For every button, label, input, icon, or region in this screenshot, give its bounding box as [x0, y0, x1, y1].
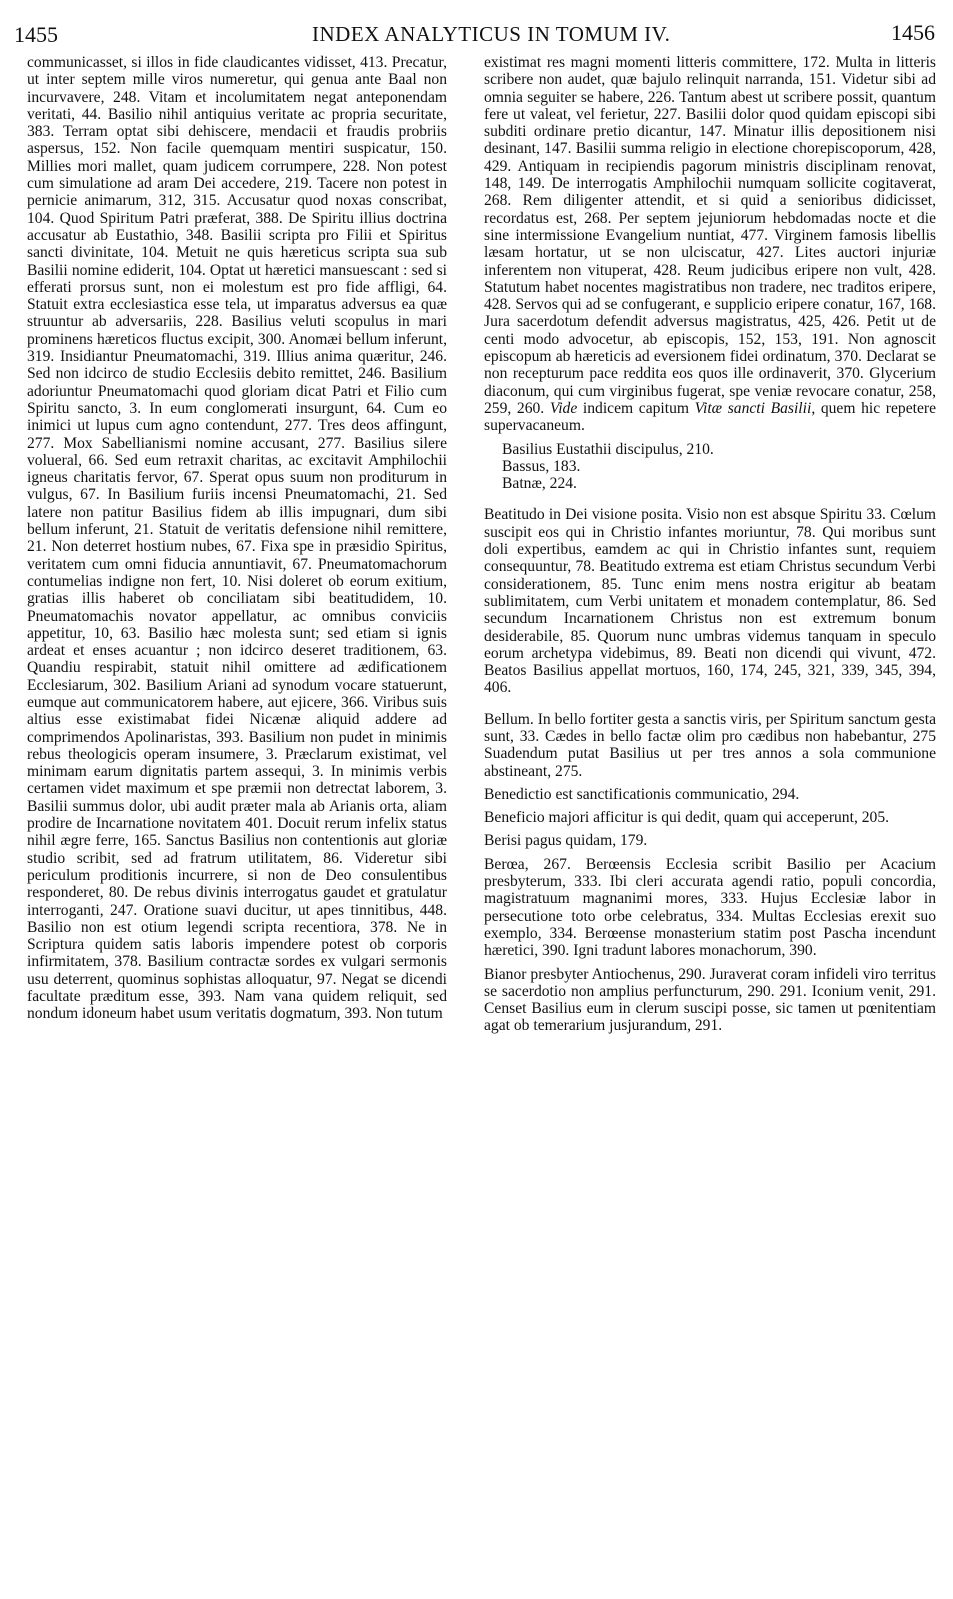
index-entry-continuation: [484, 54, 936, 435]
right-column: [484, 54, 936, 1041]
index-subentry: Batnæ, 224.: [502, 475, 577, 493]
running-header: [0, 18, 953, 48]
index-entry-bellum: Bellum. In bello fortiter gesta a sanctis viris, per Spiritum sanctum gesta sunt, 33. Cædes in bello factæ olim pro cædibus non habebantur, 275 Suadendum putat Basilius ut per tres annos a sola communione abstineant, 275.: [484, 710, 936, 780]
spacer: [484, 498, 936, 506]
index-entry-beneficio: Beneficio majori afficitur is qui dedit, quam qui acceperunt, 205.: [484, 809, 890, 827]
running-title: INDEX ANALYTICUS IN TOMUM IV.: [312, 22, 671, 46]
entry-italic-title: Vitæ sancti Basilii: [694, 399, 812, 417]
entry-text: existimat res magni momenti litteris committere, 172. Multa in litteris scribere non audet, quæ bajulo relinquit narranda, 151. Videtur sibi ad omnia seguiter se habere, 226. Tantum abest ut scribere possit, quantum fere ut valeat, vel ferietur, 227. Basilii dolor quod quidam episcopi sibi subditi ordinare pretio dicantur, 147. Minatur illis depositionem nisi desinant, 147. Basilii summa religio in electione chorepiscoporum, 428, 429. Antiquam in recipiendis pagorum ministris disciplinam renovat, 148, 149. De interrogatis Amphilochii numquam sollicite cogitaverat, 268. Rem diligenter attendit, et si quid a senioribus didicisset, recordatus est, 268. Per septem jejuniorum hebdomadas nocte et die sine intermissione Evangelium nuntiat, 477. Virginem famosis libellis læsam hortatur, ut se non ulciscatur, 427. Lites auctori injuriæ inferentem non vituperat, 428. Reum judicibus eripere non vult, 428. Statutum habet nocentes magistratibus non tradere, nec traditos eripere, 428. Servos qui ad se confugerant, e supplicio eripere conatur, 167, 168. Jura sacerdotum defendit adversus magistratus, 425, 426. Petit ut de centi modo advocetur, ab episcopis, 152, 153, 191. Non agnoscit episcopum ab hæreticis ad eversionem fidei ordinatum, 370. Declarat se non recepturum pace reddita eos quos ille ordinaverit, 370. Glycerium diaconum, qui cum virginibus fugerat, spe veniæ revocare conatur, 258, 259, 260.: [484, 54, 936, 417]
index-subentry: Basilius Eustathii discipulus, 210.: [502, 440, 714, 458]
spacer: [484, 703, 936, 711]
index-entry-berisi: Berisi pagus quidam, 179.: [484, 832, 648, 850]
index-entry-beroea: Berœa, 267. Berœensis Ecclesia scribit Basilio per Acacium presbyterum, 333. Ibi cleri accurata agendi ratio, populi concordia, magistratuum magnanimi mores, 333. Hujus Ecclesiæ labor in persecutione toto orbe celebratus, 334. Multas Ecclesias erexit suo exemplo, 334. Berœense monasterium statim post Pascha incendunt hæretici, 390. Igni tradunt labores monachorum, 390.: [484, 855, 936, 960]
entry-text: indicem capitum: [577, 399, 695, 417]
index-entry-bianor: Bianor presbyter Antiochenus, 290. Juraverat coram infideli viro territus se sacerdotio non amplius perfuncturum, 290. 291. Iconium venit, 291. Censet Basilius eum in clerum suscipi posse, sic tamen ut pœnitentiam agat ob temerarium jusjurandum, 291.: [484, 965, 936, 1035]
index-entry-beatitudo: Beatitudo in Dei visione posita. Visio non est absque Spiritu 33. Cœlum suscipit eos qui in Christio infantes moriuntur, 78. Qui moribus sunt doli expertibus, eamdem ac qui in Christio infantes sunt, requiem consequuntur, 78. Beatitudo extrema est etiam Christus secundum Verbi considerationem, 85. Tunc enim mens nostra erigitur ab beatam sublimitatem, cum Verbi unitatem et monadem contemplatur, 86. Sed secundum Incarnationem Christus non est extremum bonum desiderabile, 85. Quorum nunc umbras videmus tanquam in speculo eorum archetypa videbimus, 89. Beati non dicendi qui vivunt, 472. Beatos Basilius appellat mortuos, 160, 174, 245, 321, 339, 345, 394, 406.: [484, 506, 936, 697]
index-subentry: Bassus, 183.: [502, 457, 581, 475]
left-column: [27, 54, 447, 1029]
entry-italic-vide: Vide: [549, 399, 578, 417]
entry-text: , quem hic repetere supervacaneum.: [484, 399, 936, 435]
page-number-left: 1455: [14, 22, 58, 47]
index-entry-continuation: communicasset, si illos in fide claudicantes vidisset, 413. Precatur, ut inter septem mille viros numeretur, qui genua ante Baal non incurvavere, 248. Vitam et incolumitatem negat anteponendam veritati, 44. Basilio nihil antiquius veritate ac propria securitate, 383. Terram optat sibi dehiscere, mendacii et fraudis probriis aspersus, 152. Non facile quemquam mentiri suspicatur, 150. Millies mori mallet, quam judicem corrumpere, 228. Non potest cum simulatione ad aram Dei accedere, 219. Tacere non potest in pernicie animarum, 312, 315. Accusatur quod noxas conscribat, 104. Quod Spiritum Patri præferat, 388. De Spiritu illius doctrina accusatur ab Eustathio, 348. Basilii scripta pro Filii et Spiritus sancti divinitate, 104. Metuit ne quis hæreticus scripta sua sub Basilii nomine ediderit, 104. Optat ut hæretici mansuescant : sed si efferati prorsus sunt, non ei molestum est pro fide affligi, 64. Statuit extra ecclesiastica esse tela, ut imparatus adversus ea quæ struuntur ab adversariis, 228. Basilius veluti scopulus in mari prominens hæreticos fluctus excipit, 300. Anomæi bellum inferunt, 319. Insidiantur Pneumatomachi, 319. Illius anima quæritur, 246. Sed non idcirco de studio Ecclesiis debito remittet, 246. Basilium adoriuntur Pneumatomachi quod gloriam dicat Patri et Filio cum Spiritu sancto, 3. In eum conglomerati insurgunt, 64. Cum eo inimici ut lupus cum agno contendunt, 277. Tres deos affingunt, 277. Mox Sabellianismi nomine accusant, 277. Basilius silere volueral, 66. Sed eum retraxit charitas, ac excitavit Amphilochii igneus charitatis fervor, 67. Sperat opus suum non proditurum in vulgus, 67. In Basilium furiis incensi Pneumatomachi, 21. Sed latere non patitur Basilius fidem ab illis impugnari, dum sibi bellum inferunt, 21. Statuit de veritatis defensione nihil remittere, 21. Non deterret hostium nubes, 67. Fixa spe in præsidio Spiritus, veritatem cum omni fiducia annuntiavit, 67. Pneumatomachorum contumelias indigne non fert, 10. Nisi doleret ob eorum exitium, gratias illis haberet ob conciliatam sibi beatitudidem, 10. Pneumatomachis novator appellatur, ac omnibus conviciis appetitur, 10, 63. Basilio hæc molesta sunt; sed etiam si ignis ardeat et enses acuantur ; non idcirco deseret traditionem, 63. Quandiu respirabit, statuit nihil omittere ad ædificationem Ecclesiarum, 302. Basilium Ariani ad synodum vocare statuerunt, eumque aut communicatorem habere, aut ejicere, 366. Viribus suis altius esse existimabat fidei Nicænæ aliquid addere ad comprimendos Apolinaristas, 393. Basilium non pudet in minimis rebus theologicis operam insumere, 3. Præclarum existimat, vel minimam earum dignitatis partem assequi, 3. In minimis verbis certamen videt maximum et spe præmii non detrectat laborem, 3. Basilii summus dolor, ubi audit præter mala ab Arianis orta, aliam prodire de Incarnatione novitatem 401. Docuit rerum infelix status nihil ægre ferre, 165. Sanctus Basilius non contentionis aut gloriæ studio scribit, sed ad fratrum utilitatem, 86. Videretur sibi periculum proditionis incurrere, si non de Deo consulentibus responderet, 80. De rebus divinis interrogatus gaudet et gratulatur interroganti, 247. Oratione suavi ducitur, ut apes tinnitibus, 448. Basilio non est otium legendi scripta recentiora, 378. Ne in Scriptura quidem satis laboris impendere potest ob corporis infirmitatem, 378. Basilium contractæ sordes ex vulgari sermonis usu deterrent, quominus sophistas alloquatur, 97. Negat se dicendi facultate præditum esse, 393. Nam vana quidem reliquit, sed nondum idoneum habet usum veritatis dogmatum, 393. Non tutum: [27, 54, 447, 1023]
index-entry-benedictio: Benedictio est sanctificationis communicatio, 294.: [484, 785, 800, 803]
page-number-right: 1456: [891, 20, 935, 45]
